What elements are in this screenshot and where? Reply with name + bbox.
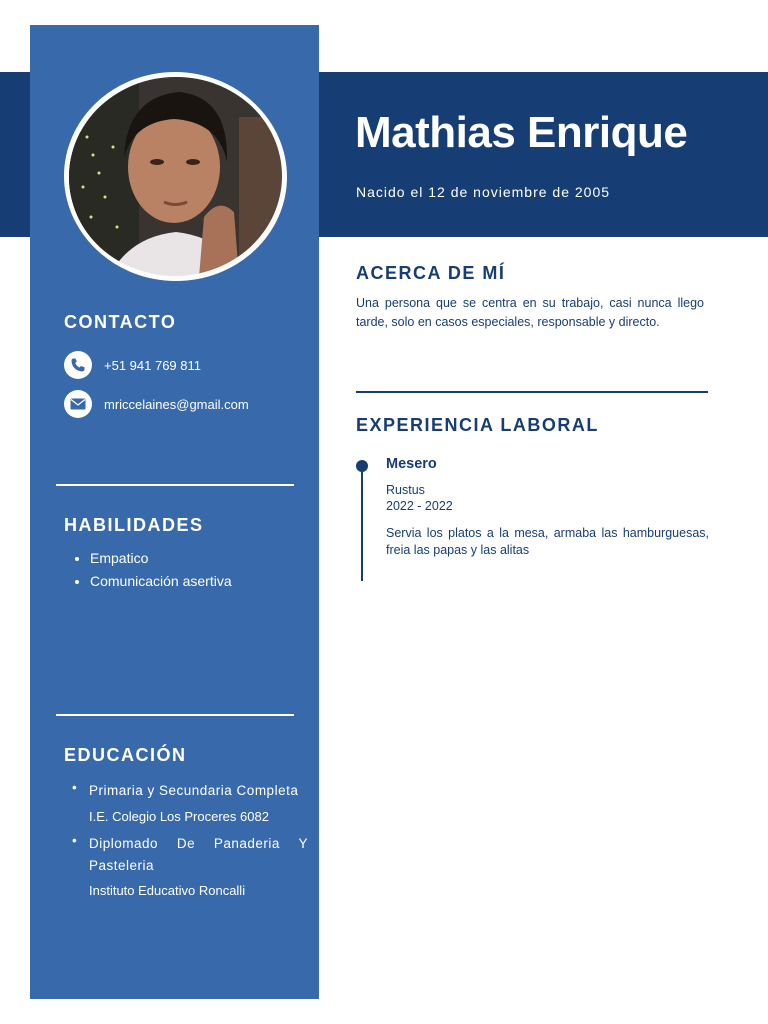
contact-email-row — [64, 390, 249, 418]
education-item — [72, 833, 308, 877]
skill-item: • Comunicación asertiva — [90, 570, 232, 593]
education-school: I.E. Colegio Los Proceres 6082 — [89, 809, 269, 824]
education-heading: EDUCACIÓN — [64, 745, 187, 765]
birth-date: Nacido el 12 de noviembre de 2005 — [356, 184, 611, 200]
main-divider — [356, 391, 708, 393]
skills-heading: HABILIDADES — [64, 515, 204, 535]
bullet-icon: • — [72, 833, 78, 848]
education-title: Diplomado De Panaderia Y Pasteleria — [89, 836, 308, 873]
skill-item: • Empatico — [90, 547, 232, 570]
person-name: Mathias Enrique — [355, 108, 688, 157]
job-company: Rustus — [386, 483, 425, 497]
bullet-icon: • — [72, 780, 78, 795]
job-description: Servia los platos a la mesa, armaba las hamburguesas, freia las papas y las alitas — [386, 526, 709, 557]
about-text: Una persona que se centra en su trabajo, casi nunca llego tarde, solo en casos especiales, responsable y directo. — [356, 296, 704, 329]
sidebar-divider — [56, 484, 294, 486]
sidebar-divider — [56, 714, 294, 716]
skills-list — [72, 547, 232, 593]
email-address: mriccelaines@gmail.com — [104, 396, 249, 412]
phone-number: +51 941 769 811 — [104, 357, 201, 373]
profile-photo-ring — [64, 72, 286, 280]
about-heading: ACERCA DE MÍ — [356, 263, 506, 283]
education-school: Instituto Educativo Roncalli — [89, 883, 246, 898]
phone-icon — [64, 351, 92, 379]
job-title: Mesero — [386, 456, 437, 472]
education-item — [72, 780, 308, 802]
education-title: Primaria y Secundaria Completa — [89, 783, 299, 798]
timeline-line — [361, 466, 363, 581]
envelope-icon — [64, 390, 92, 418]
job-period: 2022 - 2022 — [386, 499, 453, 513]
contact-heading: CONTACTO — [64, 312, 177, 332]
experience-heading: EXPERIENCIA LABORAL — [356, 415, 599, 435]
contact-phone-row — [64, 351, 201, 379]
